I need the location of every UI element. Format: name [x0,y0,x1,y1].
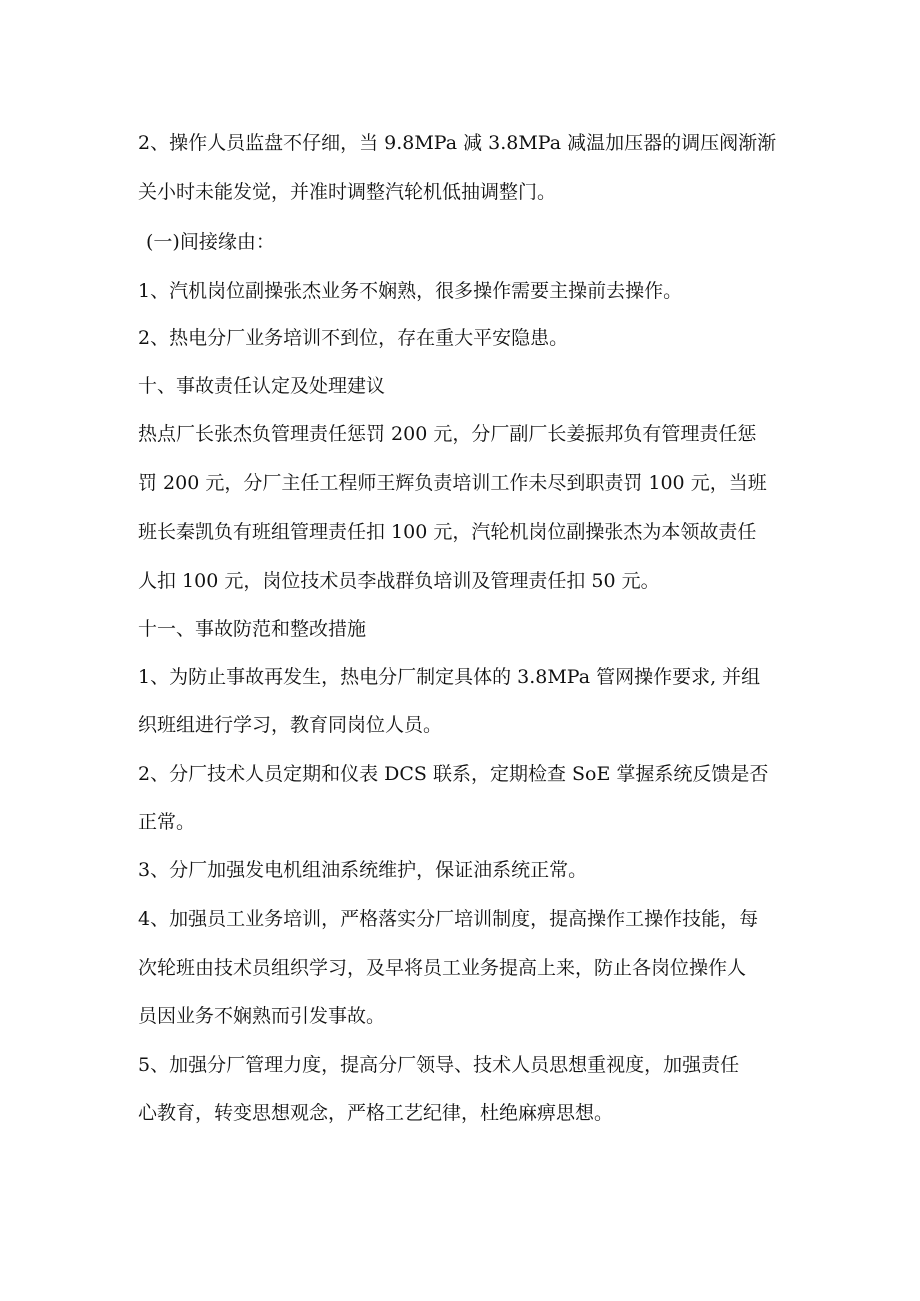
body-line-indirect-2: 2、热电分厂业务培训不到位，存在重大平安隐患。 [138,327,569,349]
body-line-cause-2b: 关小时未能发觉，并准时调整汽轮机低抽调整门。 [138,181,557,203]
body-line-measure-1b: 织班组进行学习，教育同岗位人员。 [138,714,443,736]
body-line-indirect-1: 1、汽机岗位副操张杰业务不娴熟，很多操作需要主操前去操作。 [138,280,683,302]
body-line-responsibility-a: 热点厂长张杰负管理责任惩罚 200 元，分厂副厂长姜振邦负有管理责任惩 [138,423,757,445]
body-line-measure-5b: 心教育，转变思想观念，严格工艺纪律，杜绝麻痹思想。 [138,1102,614,1124]
body-line-measure-2a: 2、分厂技术人员定期和仪表 DCS 联系，定期检查 SoE 掌握系统反馈是否 [138,763,769,785]
body-line-measure-4a: 4、加强员工业务培训，严格落实分厂培训制度，提高操作工操作技能，每 [138,908,759,930]
body-line-responsibility-b: 罚 200 元，分厂主任工程师王辉负责培训工作未尽到职责罚 100 元，当班 [138,472,767,494]
body-line-measure-5a: 5、加强分厂管理力度，提高分厂领导、技术人员思想重视度，加强责任 [138,1054,740,1076]
body-line-responsibility-c: 班长秦凯负有班组管理责任扣 100 元，汽轮机岗位副操张杰为本领故责任 [138,521,757,543]
body-line-measure-4b: 次轮班由技术员组织学习，及早将员工业务提高上来，防止各岗位操作人 [138,957,747,979]
body-line-cause-2a: 2、操作人员监盘不仔细，当 9.8MPa 减 3.8MPa 减温加压器的调压阀渐渐 [138,132,777,154]
body-line-responsibility-d: 人扣 100 元，岗位技术员李战群负培训及管理责任扣 50 元。 [138,570,660,592]
section-heading-responsibility: 十、事故责任认定及处理建议 [138,375,386,397]
body-line-measure-1a: 1、为防止事故再发生，热电分厂制定具体的 3.8MPa 管网操作要求, 并组 [138,666,761,688]
section-heading-prevention: 十一、事故防范和整改措施 [138,618,367,640]
body-line-measure-2b: 正常。 [138,811,196,833]
body-line-measure-4c: 员因业务不娴熟而引发事故。 [138,1005,386,1027]
section-heading-indirect-causes: (一)间接缘由： [146,231,275,253]
body-line-measure-3: 3、分厂加强发电机组油系统维护，保证油系统正常。 [138,859,588,881]
